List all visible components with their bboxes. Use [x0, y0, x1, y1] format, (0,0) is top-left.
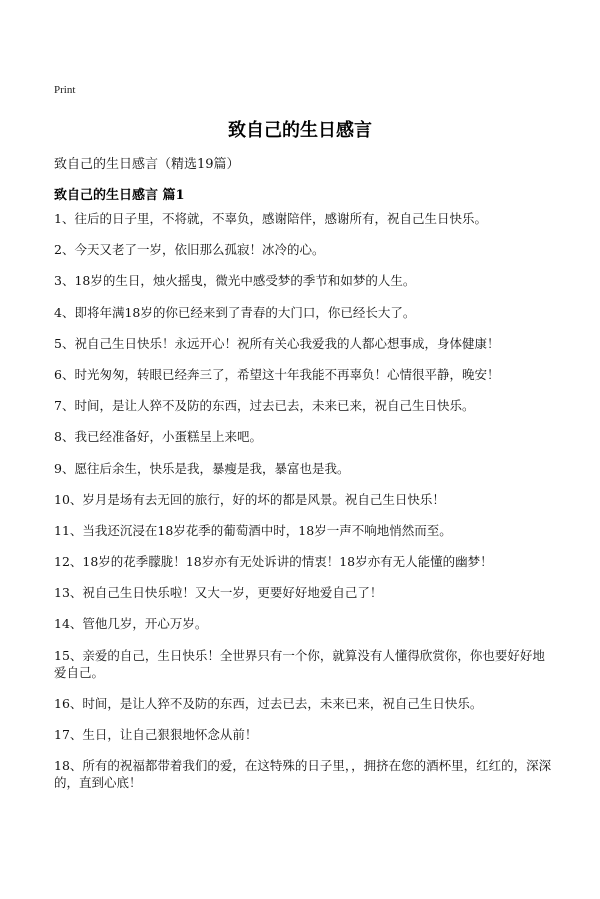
- greeting-list: [54, 210, 554, 805]
- print-label[interactable]: Print: [54, 84, 76, 96]
- list-item: 8、我已经准备好，小蛋糕呈上来吧。: [54, 429, 262, 445]
- document-subtitle: 致自己的生日感言（精选19篇）: [54, 157, 240, 172]
- list-item: 4、即将年满18岁的你已经来到了青春的大门口，你已经长大了。: [54, 304, 416, 320]
- list-item: 14、管他几岁，开心万岁。: [54, 616, 208, 632]
- list-item: 2、今天又老了一岁，依旧那么孤寂！冰冷的心。: [54, 242, 325, 258]
- section-heading: 致自己的生日感言 篇1: [54, 188, 185, 203]
- list-item: 6、时光匆匆，转眼已经奔三了，希望这十年我能不再辜负！心情很平静，晚安！: [54, 366, 500, 382]
- list-item: 12、18岁的花季朦胧！18岁亦有无处诉讲的情衷！18岁亦有无人能懂的幽梦！: [54, 554, 493, 570]
- list-item: 16、时间，是让人猝不及防的东西，过去已去，未来已来，祝自己生日快乐。: [54, 695, 483, 711]
- list-item: 11、当我还沉浸在18岁花季的葡萄酒中时，18岁一声不响地悄然而至。: [54, 522, 452, 538]
- list-item: 5、祝自己生日快乐！永远开心！祝所有关心我爱我的人都心想事成，身体健康！: [54, 335, 500, 351]
- list-item: 10、岁月是场有去无回的旅行，好的坏的都是风景。祝自己生日快乐！: [54, 491, 445, 507]
- list-item: 9、愿往后余生，快乐是我，暴瘦是我，暴富也是我。: [54, 460, 350, 476]
- list-item: 17、生日，让自己狠狠地怀念从前！: [54, 727, 258, 742]
- list-item: 13、祝自己生日快乐啦！又大一岁，更要好好地爱自己了！: [54, 585, 383, 601]
- list-item: 3、18岁的生日，烛火摇曳，微光中感受梦的季节和如梦的人生。: [54, 273, 416, 289]
- list-item: 15、亲爱的自己，生日快乐！全世界只有一个你，就算没有人懂得欣赏你，你也要好好地爱自己。: [54, 647, 545, 680]
- list-item: 18、所有的祝福都带着我们的爱，在这特殊的日子里，，拥挤在您的酒杯里，红红的，深深的，直到心底！: [54, 758, 552, 791]
- page-title: 致自己的生日感言: [228, 120, 372, 141]
- list-item: 7、时间，是让人猝不及防的东西，过去已去，未来已来，祝自己生日快乐。: [54, 398, 475, 414]
- list-item: 1、往后的日子里，不将就，不辜负，感谢陪伴，感谢所有，祝自己生日快乐。: [54, 211, 487, 226]
